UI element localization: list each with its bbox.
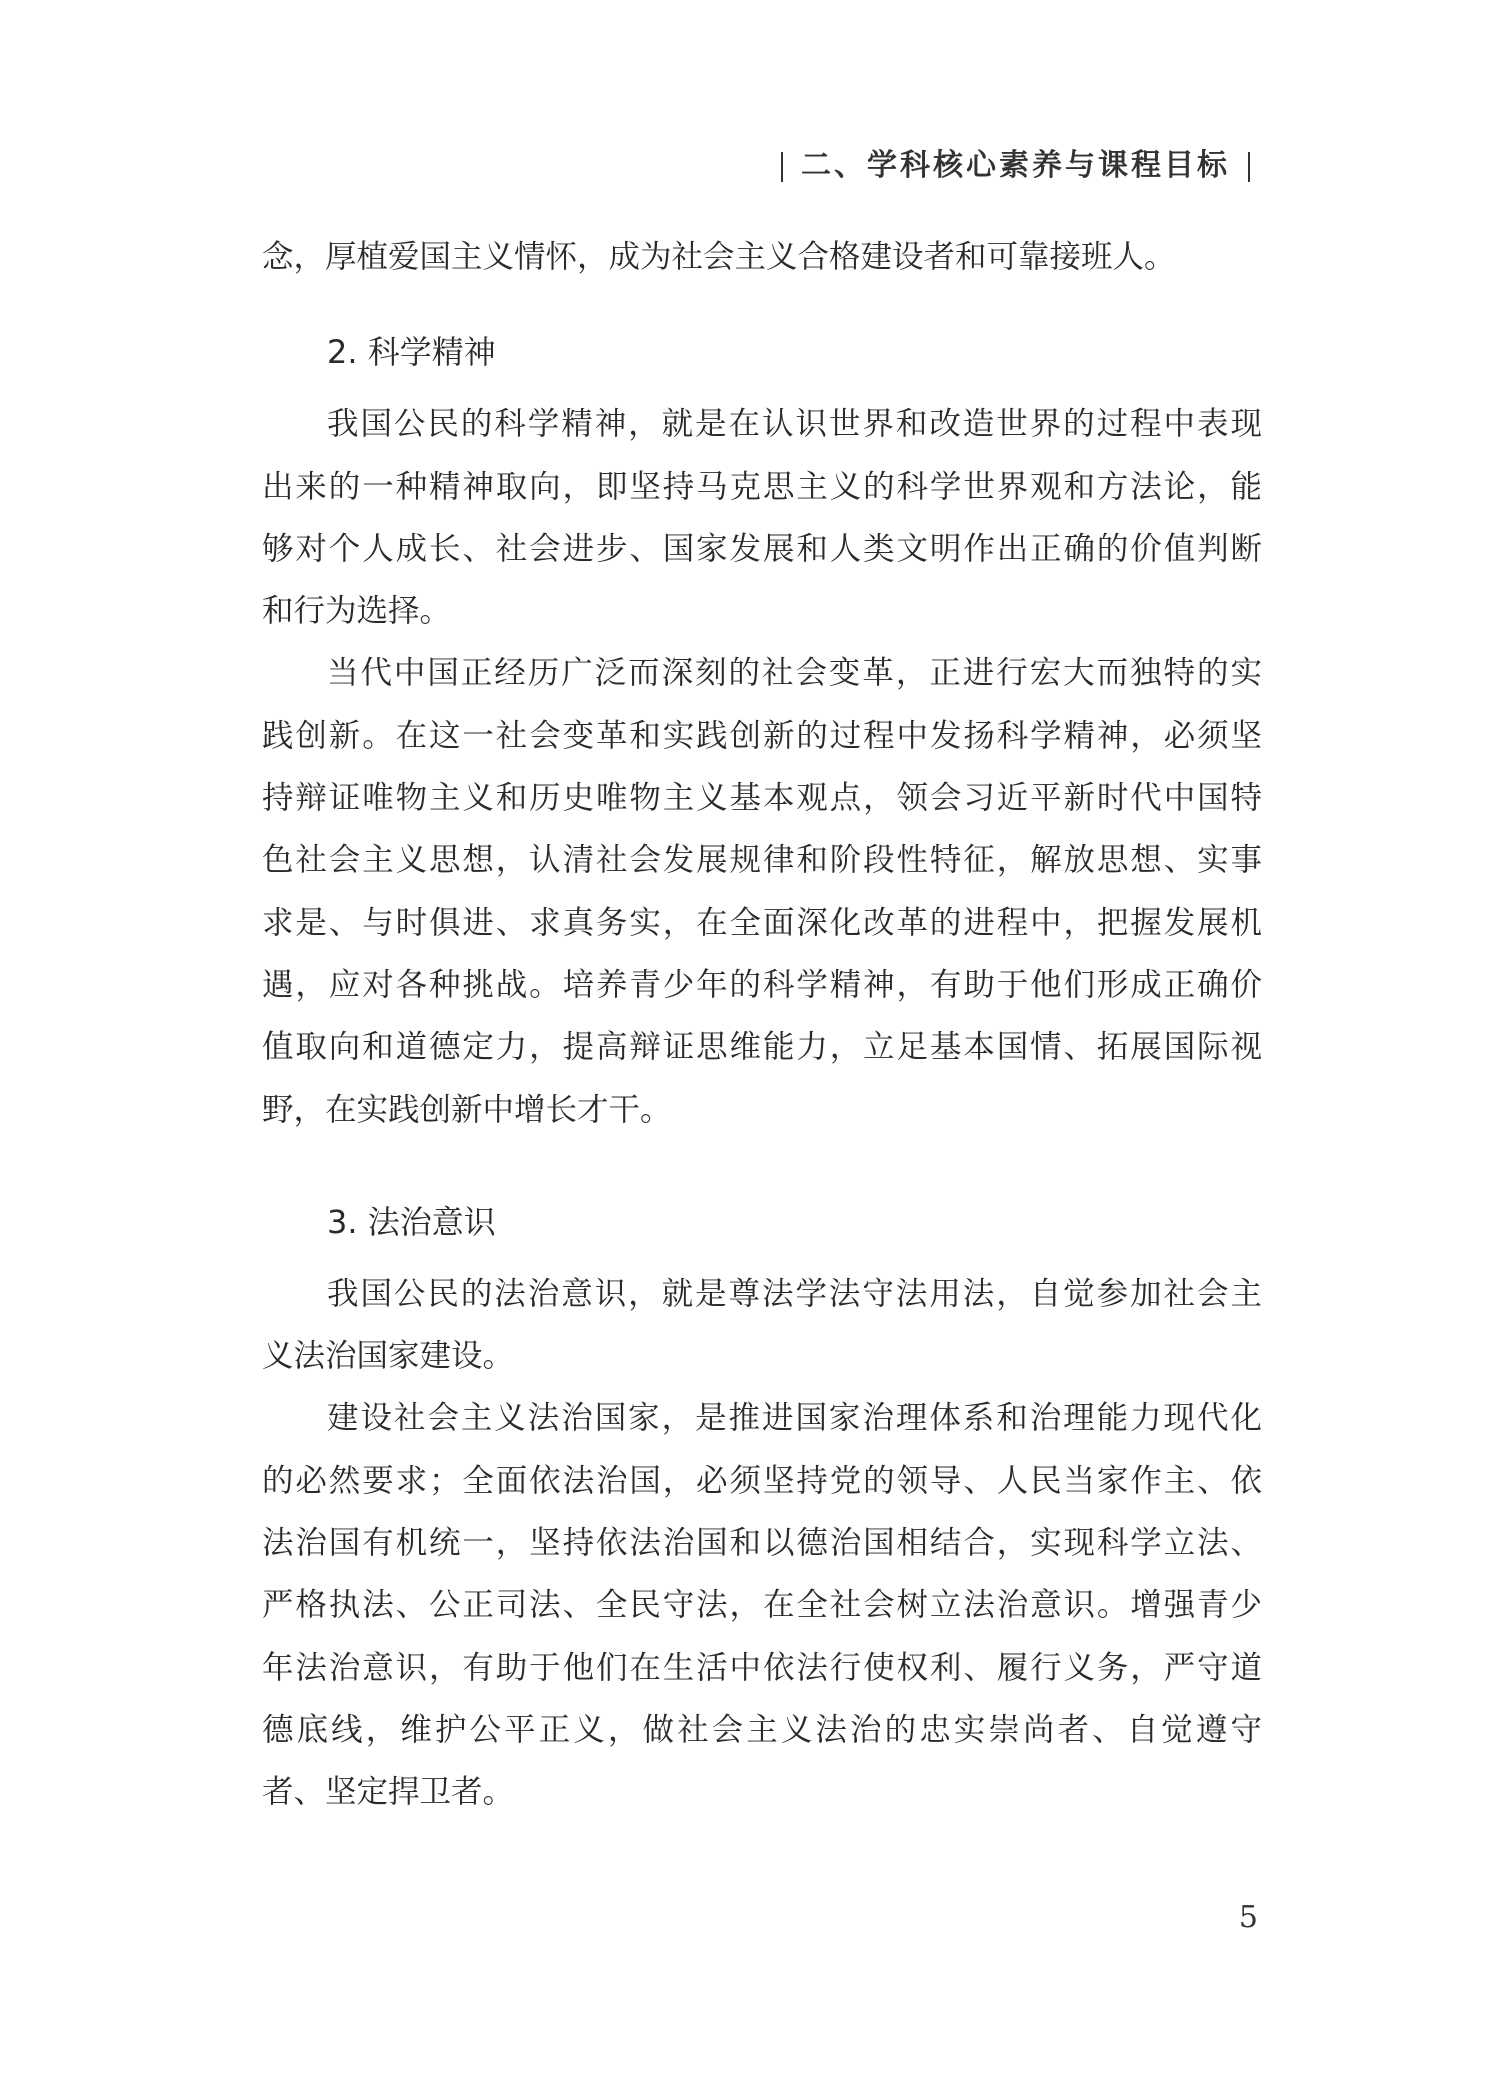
text-line: 践创新。在这一社会变革和实践创新的过程中发扬科学精神，必须坚 bbox=[262, 717, 1262, 754]
text-line: 我国公民的科学精神，就是在认识世界和改造世界的过程中表现 bbox=[327, 406, 1262, 443]
text-line: 遇，应对各种挑战。培养青少年的科学精神，有助于他们形成正确价 bbox=[262, 966, 1262, 1003]
text-line: 严格执法、公正司法、全民守法，在全社会树立法治意识。增强青少 bbox=[262, 1587, 1262, 1624]
running-header bbox=[763, 140, 1268, 184]
paragraph-continuation: 念，厚植爱国主义情怀，成为社会主义合格建设者和可靠接班人。 bbox=[262, 239, 1176, 275]
paragraph-rule-of-law-definition bbox=[262, 1263, 1262, 1388]
heading-scientific-spirit: 2. 科学精神 bbox=[327, 333, 496, 372]
text-line: 建设社会主义法治国家，是推进国家治理体系和治理能力现代化 bbox=[327, 1400, 1262, 1437]
text-line: 色社会主义思想，认清社会发展规律和阶段性特征，解放思想、实事 bbox=[262, 842, 1262, 879]
text-line: 年法治意识，有助于他们在生活中依法行使权利、履行义务，严守道 bbox=[262, 1649, 1262, 1686]
text-line: 者、坚定捍卫者。 bbox=[262, 1774, 515, 1811]
text-line: 义法治国家建设。 bbox=[262, 1338, 515, 1375]
paragraph-scientific-spirit-context bbox=[262, 642, 1262, 1140]
page-number: 5 bbox=[1238, 1900, 1258, 1935]
heading-rule-of-law-awareness: 3. 法治意识 bbox=[327, 1202, 496, 1241]
text-line: 当代中国正经历广泛而深刻的社会变革，正进行宏大而独特的实 bbox=[327, 655, 1262, 692]
paragraph-rule-of-law-context bbox=[262, 1387, 1262, 1823]
text-line: 法治国有机统一，坚持依法治国和以德治国相结合，实现科学立法、 bbox=[262, 1525, 1262, 1562]
text-line: 值取向和道德定力，提高辩证思维能力，立足基本国情、拓展国际视 bbox=[262, 1029, 1262, 1066]
header-section-title: 二、学科核心素养与课程目标 bbox=[801, 148, 1230, 183]
text-line: 求是、与时俱进、求真务实，在全面深化改革的进程中，把握发展机 bbox=[262, 904, 1262, 941]
text-line: 和行为选择。 bbox=[262, 593, 452, 630]
text-line: 的必然要求；全面依法治国，必须坚持党的领导、人民当家作主、依 bbox=[262, 1462, 1262, 1499]
paragraph-scientific-spirit-definition bbox=[262, 393, 1262, 642]
text-line: 德底线，维护公平正义，做社会主义法治的忠实崇尚者、自觉遵守 bbox=[262, 1711, 1262, 1748]
text-line: 野，在实践创新中增长才干。 bbox=[262, 1091, 672, 1128]
text-line: 持辩证唯物主义和历史唯物主义基本观点，领会习近平新时代中国特 bbox=[262, 780, 1262, 817]
text-line: 出来的一种精神取向，即坚持马克思主义的科学世界观和方法论，能 bbox=[262, 468, 1262, 505]
header-left-rule bbox=[781, 152, 783, 182]
text-line: 我国公民的法治意识，就是尊法学法守法用法，自觉参加社会主 bbox=[327, 1275, 1262, 1312]
page-body bbox=[262, 226, 1262, 1824]
text-line: 够对个人成长、社会进步、国家发展和人类文明作出正确的价值判断 bbox=[262, 530, 1262, 567]
header-right-rule bbox=[1248, 152, 1250, 182]
